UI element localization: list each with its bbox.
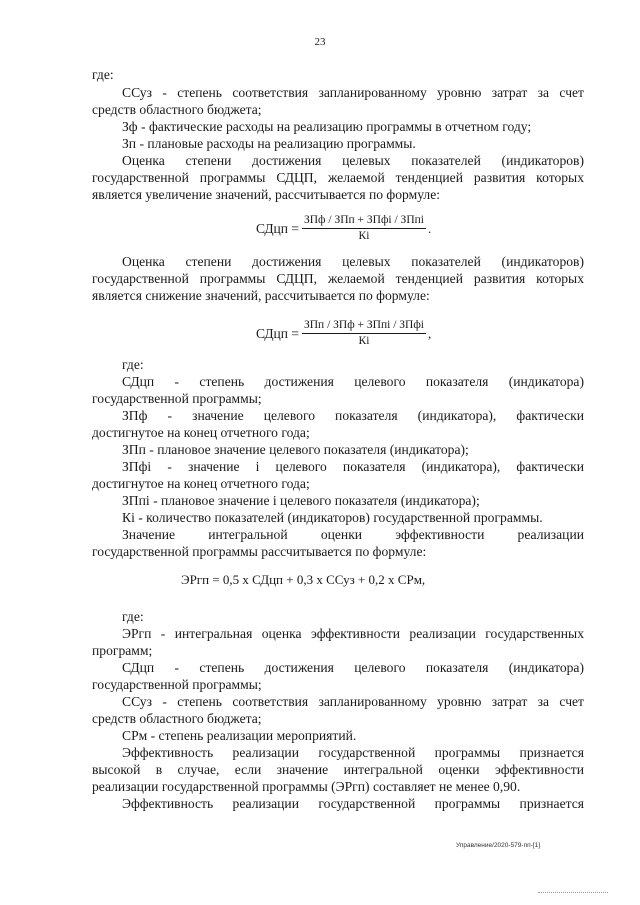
text-line: Оценка степени достижения целевых показателей (индикаторов) (122, 153, 584, 168)
formula-lhs: СДцп = (256, 220, 299, 236)
formula-punctuation: , (427, 325, 432, 341)
document-reference: Управление/2020-579-пп-[1] (456, 842, 541, 849)
text-line: ЗПп - плановое значение целевого показателя (индикатора); (122, 442, 469, 457)
formula-punctuation: . (427, 220, 432, 236)
text-line: ЗПфi - значение i целевого показателя (индикатора), фактически (122, 459, 584, 474)
text-line: СДцп - степень достижения целевого показателя (индикатора) (122, 660, 584, 675)
text-line: государственной программы СДЦП, желаемой тенденцией развития которых (92, 170, 584, 185)
text-line: ЗПф - значение целевого показателя (индикатора), фактически (122, 408, 584, 423)
formula-lhs: СДцп = (256, 325, 299, 341)
text-line: Эффективность реализации государственной программы признается (122, 796, 584, 811)
text-line: ССуз - степень соответствия запланированному уровню затрат за счет (122, 694, 584, 709)
text-line: достигнутое на конец отчетного года; (92, 425, 310, 440)
page-number: 23 (314, 36, 326, 48)
text-line: государственной программы СДЦП, желаемой тенденцией развития которых (92, 271, 584, 286)
text-line: государственной программы; (92, 391, 262, 406)
formula-increase (256, 213, 431, 244)
text-line: средств областного бюджета; (92, 711, 262, 726)
text-line: государственной программы рассчитывается по формуле: (92, 544, 427, 559)
formula-denominator: Кi (358, 335, 370, 347)
text-line: Эффективность реализации государственной программы признается (122, 745, 584, 760)
text-line: где: (122, 609, 144, 624)
text-line: средств областного бюджета; (92, 102, 262, 117)
text-line: Значение интегральной оценки эффективности реализации (122, 527, 584, 542)
formula-integral: ЭРгп = 0,5 х СДцп + 0,3 х ССуз + 0,2 х СРм, (181, 572, 426, 587)
text-line: ЗПпi - плановое значение i целевого показателя (индикатора); (122, 493, 480, 508)
formula-decrease (256, 318, 431, 349)
text-line: Кi - количество показателей (индикаторов) государственной программы. (122, 510, 543, 525)
text-line: высокой в случае, если значение интегральной оценки эффективности (92, 762, 584, 777)
text-line: Оценка степени достижения целевых показателей (индикаторов) (122, 254, 584, 269)
text-line: ЭРгп - интегральная оценка эффективности реализации государственных (122, 626, 584, 641)
text-line: СДцп - степень достижения целевого показателя (индикатора) (122, 374, 584, 389)
text-line: программ; (92, 643, 153, 658)
formula-numerator: ЗПп / ЗПф + ЗПпi / ЗПфi (302, 318, 426, 334)
text-line: достигнутое на конец отчетного года; (92, 476, 310, 491)
text-line: где: (92, 67, 114, 82)
formula-numerator: ЗПф / ЗПп + ЗПфi / ЗПпi (302, 213, 426, 229)
text-line: является снижение значений, рассчитывается по формуле: (92, 288, 430, 303)
text-line: где: (122, 357, 144, 372)
text-line: ССуз - степень соответствия запланированному уровню затрат за счет (122, 85, 584, 100)
text-line: Зп - плановые расходы на реализацию программы. (122, 136, 416, 151)
text-line: государственной программы; (92, 677, 262, 692)
text-line: является увеличение значений, рассчитывается по формуле: (92, 187, 441, 202)
text-line: реализации государственной программы (ЭРгп) составляет не менее 0,90. (92, 779, 521, 794)
text-line: СРм - степень реализации мероприятий. (122, 728, 357, 743)
scan-artifact (538, 889, 608, 893)
text-line: Зф - фактические расходы на реализацию программы в отчетном году; (122, 119, 532, 134)
formula-denominator: Кi (358, 230, 370, 242)
